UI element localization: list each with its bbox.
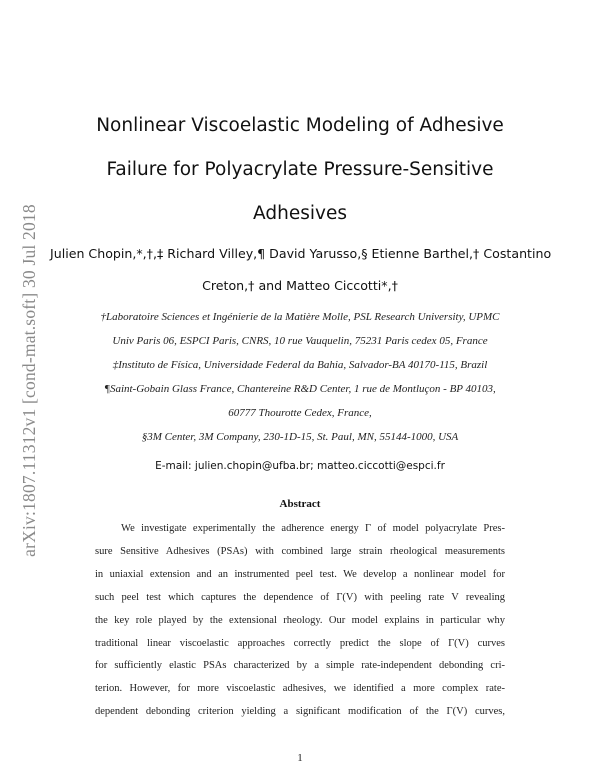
abstract-line: such peel test which captures the dependence of Γ(V) with peeling rate V revealing bbox=[95, 591, 505, 603]
affiliation-line: ¶Saint-Gobain Glass France, Chantereine R&D Center, 1 rue de Montluçon - BP 40103, bbox=[104, 383, 496, 395]
abstract-line: for sufficiently elastic PSAs characterized by a simple rate-independent debonding cri- bbox=[95, 660, 505, 672]
title-line: Adhesives bbox=[253, 203, 347, 224]
contact-email: E-mail: julien.chopin@ufba.br; matteo.ciccotti@espci.fr bbox=[155, 460, 445, 472]
affiliation-line: ‡Instituto de Física, Universidade Federal da Bahia, Salvador-BA 40170-115, Brazil bbox=[112, 359, 488, 371]
title-line: Nonlinear Viscoelastic Modeling of Adhesive bbox=[96, 115, 504, 136]
author-line: Creton,† and Matteo Ciccotti*,† bbox=[202, 278, 398, 293]
author-line: Julien Chopin,*,†,‡ Richard Villey,¶ David Yarusso,§ Etienne Barthel,† Costantino bbox=[50, 246, 552, 261]
paper-title bbox=[70, 104, 530, 236]
abstract-line: sure Sensitive Adhesives (PSAs) with combined large strain rheological measurements bbox=[95, 545, 505, 557]
abstract-line: the key role played by the extensional rheology. Our model explains in particular why bbox=[95, 614, 505, 626]
abstract-text bbox=[95, 518, 505, 724]
page-number: 1 bbox=[297, 752, 303, 764]
abstract-line: in uniaxial extension and an instrumented peel test. We develop a nonlinear model for bbox=[95, 568, 505, 580]
arxiv-identifier: arXiv:1807.11312v1 [cond-mat.soft] 30 Jul 2018 bbox=[18, 203, 39, 557]
author-list bbox=[50, 238, 550, 302]
abstract-line: terion. However, for more viscoelastic adhesives, we identified a more complex rate- bbox=[95, 683, 505, 695]
affiliations bbox=[40, 305, 560, 449]
affiliation-line: †Laboratoire Sciences et Ingénierie de la Matière Molle, PSL Research University, UPMC bbox=[100, 311, 500, 323]
affiliation-line: §3M Center, 3M Company, 230-1D-15, St. Paul, MN, 55144-1000, USA bbox=[141, 431, 459, 443]
abstract-line: We investigate experimentally the adherence energy Γ of model polyacrylate Pres- bbox=[121, 523, 505, 534]
affiliation-line: Univ Paris 06, ESPCI Paris, CNRS, 10 rue Vauquelin, 75231 Paris cedex 05, France bbox=[112, 335, 488, 347]
title-line: Failure for Polyacrylate Pressure-Sensitive bbox=[106, 159, 494, 180]
affiliation-line: 60777 Thourotte Cedex, France, bbox=[228, 407, 372, 419]
abstract-line: traditional linear viscoelastic approaches correctly predict the slope of Γ(V) curves bbox=[95, 637, 505, 649]
abstract-heading: Abstract bbox=[279, 498, 321, 510]
abstract-line: dependent debonding criterion yielding a significant modification of the Γ(V) curves, bbox=[95, 706, 505, 718]
